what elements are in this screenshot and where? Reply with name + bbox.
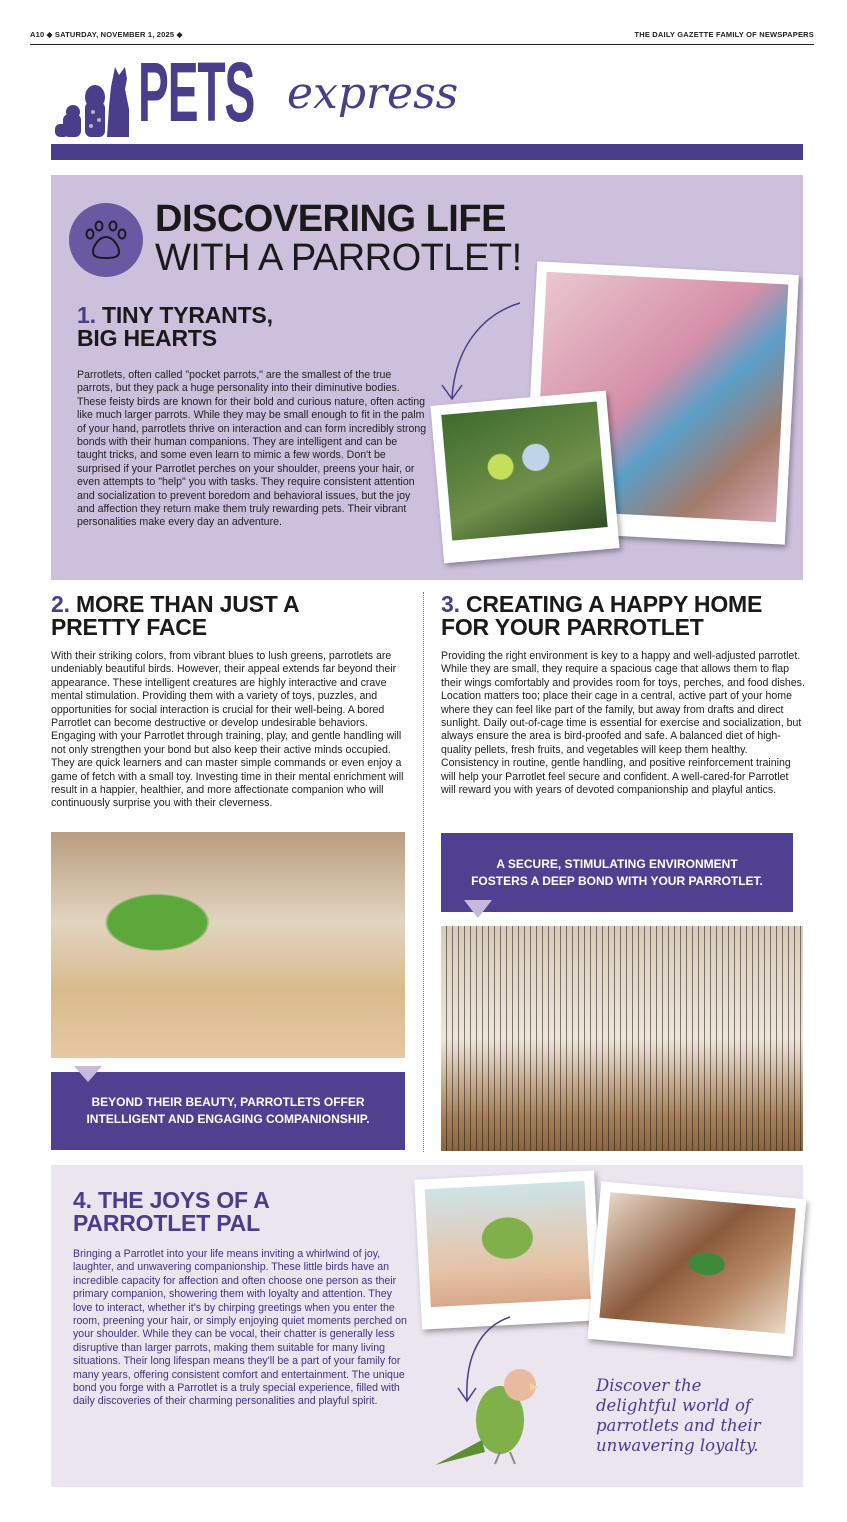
section-1-body: Parrotlets, often called "pocket parrots," are the smallest of the true parrots, but they pack a huge personality into their diminutive bodies. These feisty birds are known for their bold and curious nature, often acting like much larger parrots. While they may be small enough to fit in the palm of your hand, parrotlets thrive on interaction and can form incredibly strong bonds with their human companions. They are intelligent and can be taught tricks, and some even learn to mimic a few words. Don't be surprised if your Parrotlet perches on your shoulder, preens your hair, or even attempts to "help" you with tasks. They require consistent attention and socialization to prevent boredom and behavioral issues, but the joy and affection they return make them truly rewarding pets. Their vibrant personalities make every day an adventure. (77, 369, 427, 529)
feature-title-line2: WITH A PARROTLET! (155, 237, 522, 279)
page-info: A10 ◆ SATURDAY, NOVEMBER 1, 2025 ◆ (30, 30, 183, 39)
parrotlet-illustration (430, 1360, 550, 1475)
section-3-heading: 3. CREATING A HAPPY HOME FOR YOUR PARROTLET (441, 591, 763, 640)
caption-pointer (74, 1066, 102, 1082)
photo-parrotlet-in-hands (414, 1170, 602, 1329)
page-header-line (30, 30, 814, 45)
photo-parrotlet-cage (441, 926, 803, 1151)
masthead-bar (51, 144, 803, 160)
dogs-logo-icon (55, 62, 135, 137)
section-3-body: Providing the right environment is key to a happy and well-adjusted parrotlet. While they are small, they require a spacious cage that allows them to flap their wings comfortably and provides room for toys, perches, and food dishes. Location matters too; place their cage in a central, active part of your home where they can feel like part of the family, but away from drafts and direct sunlight. Daily out-of-cage time is essential for exercise and socialization, but always ensure the area is bird-proofed and safe. A balanced diet of high-quality pellets, fresh fruits, and vegetables will keep them healthy. Consistency in routine, gentle handling, and positive reinforcement training will help your Parrotlet feel secure and confident. A well-cared-for Parrotlet will reward you with years of devoted companionship and playful antics. (441, 650, 805, 797)
logo-pets: PETS (138, 45, 255, 139)
photo-two-parrotlets (430, 391, 619, 564)
curved-arrow-icon (440, 300, 530, 405)
caption-pointer (464, 900, 492, 918)
section-1-heading: 1. TINY TYRANTS, BIG HEARTS (77, 302, 273, 351)
section-4-heading: 4. THE JOYS OF A PARROTLET PAL (73, 1187, 270, 1236)
section-2-body: With their striking colors, from vibrant blues to lush greens, parrotlets are undeniably beautiful birds. However, their appeal extends far beyond their appearance. These intelligent creatures are highly interactive and crave mental stimulation. Providing them with a variety of toys, puzzles, and opportunities for social interaction is crucial for their well-being. A bored Parrotlet can become destructive or develop undesirable behaviors. Engaging with your Parrotlet through training, play, and gentle handling will not only strengthen your bond but also keep their active minds occupied. They are quick learners and can master simple commands or even enjoy a game of fetch with a small toy. Investing time in their mental enrichment will result in a happier, healthier, and more affectionate companion who will continuously surprise you with their cleverness. (51, 650, 404, 810)
logo-express: express (287, 68, 459, 119)
photo-parrotlet-puzzle (51, 832, 405, 1058)
section-3-caption: A SECURE, STIMULATING ENVIRONMENT FOSTERS A DEEP BOND WITH YOUR PARROTLET. (441, 833, 793, 912)
section-2-heading: 2. MORE THAN JUST A PRETTY FACE (51, 591, 300, 640)
section-2-caption: BEYOND THEIR BEAUTY, PARROTLETS OFFER INTELLIGENT AND ENGAGING COMPANIONSHIP. (51, 1072, 405, 1150)
section-4-body: Bringing a Parrotlet into your life means inviting a whirlwind of joy, laughter, and unwavering companionship. These little birds have an incredible capacity for affection and often choose one person as their primary companion, showering them with loyalty and attention. They love to interact, whether it's by chirping greetings when you enter the room, preening your hair, or simply enjoying quiet moments perched on your shoulder. While they can be vocal, their chatter is generally less disruptive than larger parrots, making them suitable for many living situations. Their long lifespan means they'll be a part of your family for many years, offering consistent comfort and entertainment. The unique bond you forge with a Parrotlet is a truly special experience, filled with daily discoveries of their charming personalities and playful spirit. (73, 1248, 407, 1408)
publisher-name: THE DAILY GAZETTE FAMILY OF NEWSPAPERS (634, 30, 814, 39)
column-divider (423, 592, 424, 1152)
feature-title-line1: DISCOVERING LIFE (155, 198, 506, 240)
script-caption: Discover the delightful world of parrotlets and their unwavering loyalty. (596, 1376, 761, 1455)
paw-badge (69, 203, 143, 277)
photo-girl-with-parrotlet (588, 1181, 807, 1356)
paw-icon (84, 220, 128, 260)
